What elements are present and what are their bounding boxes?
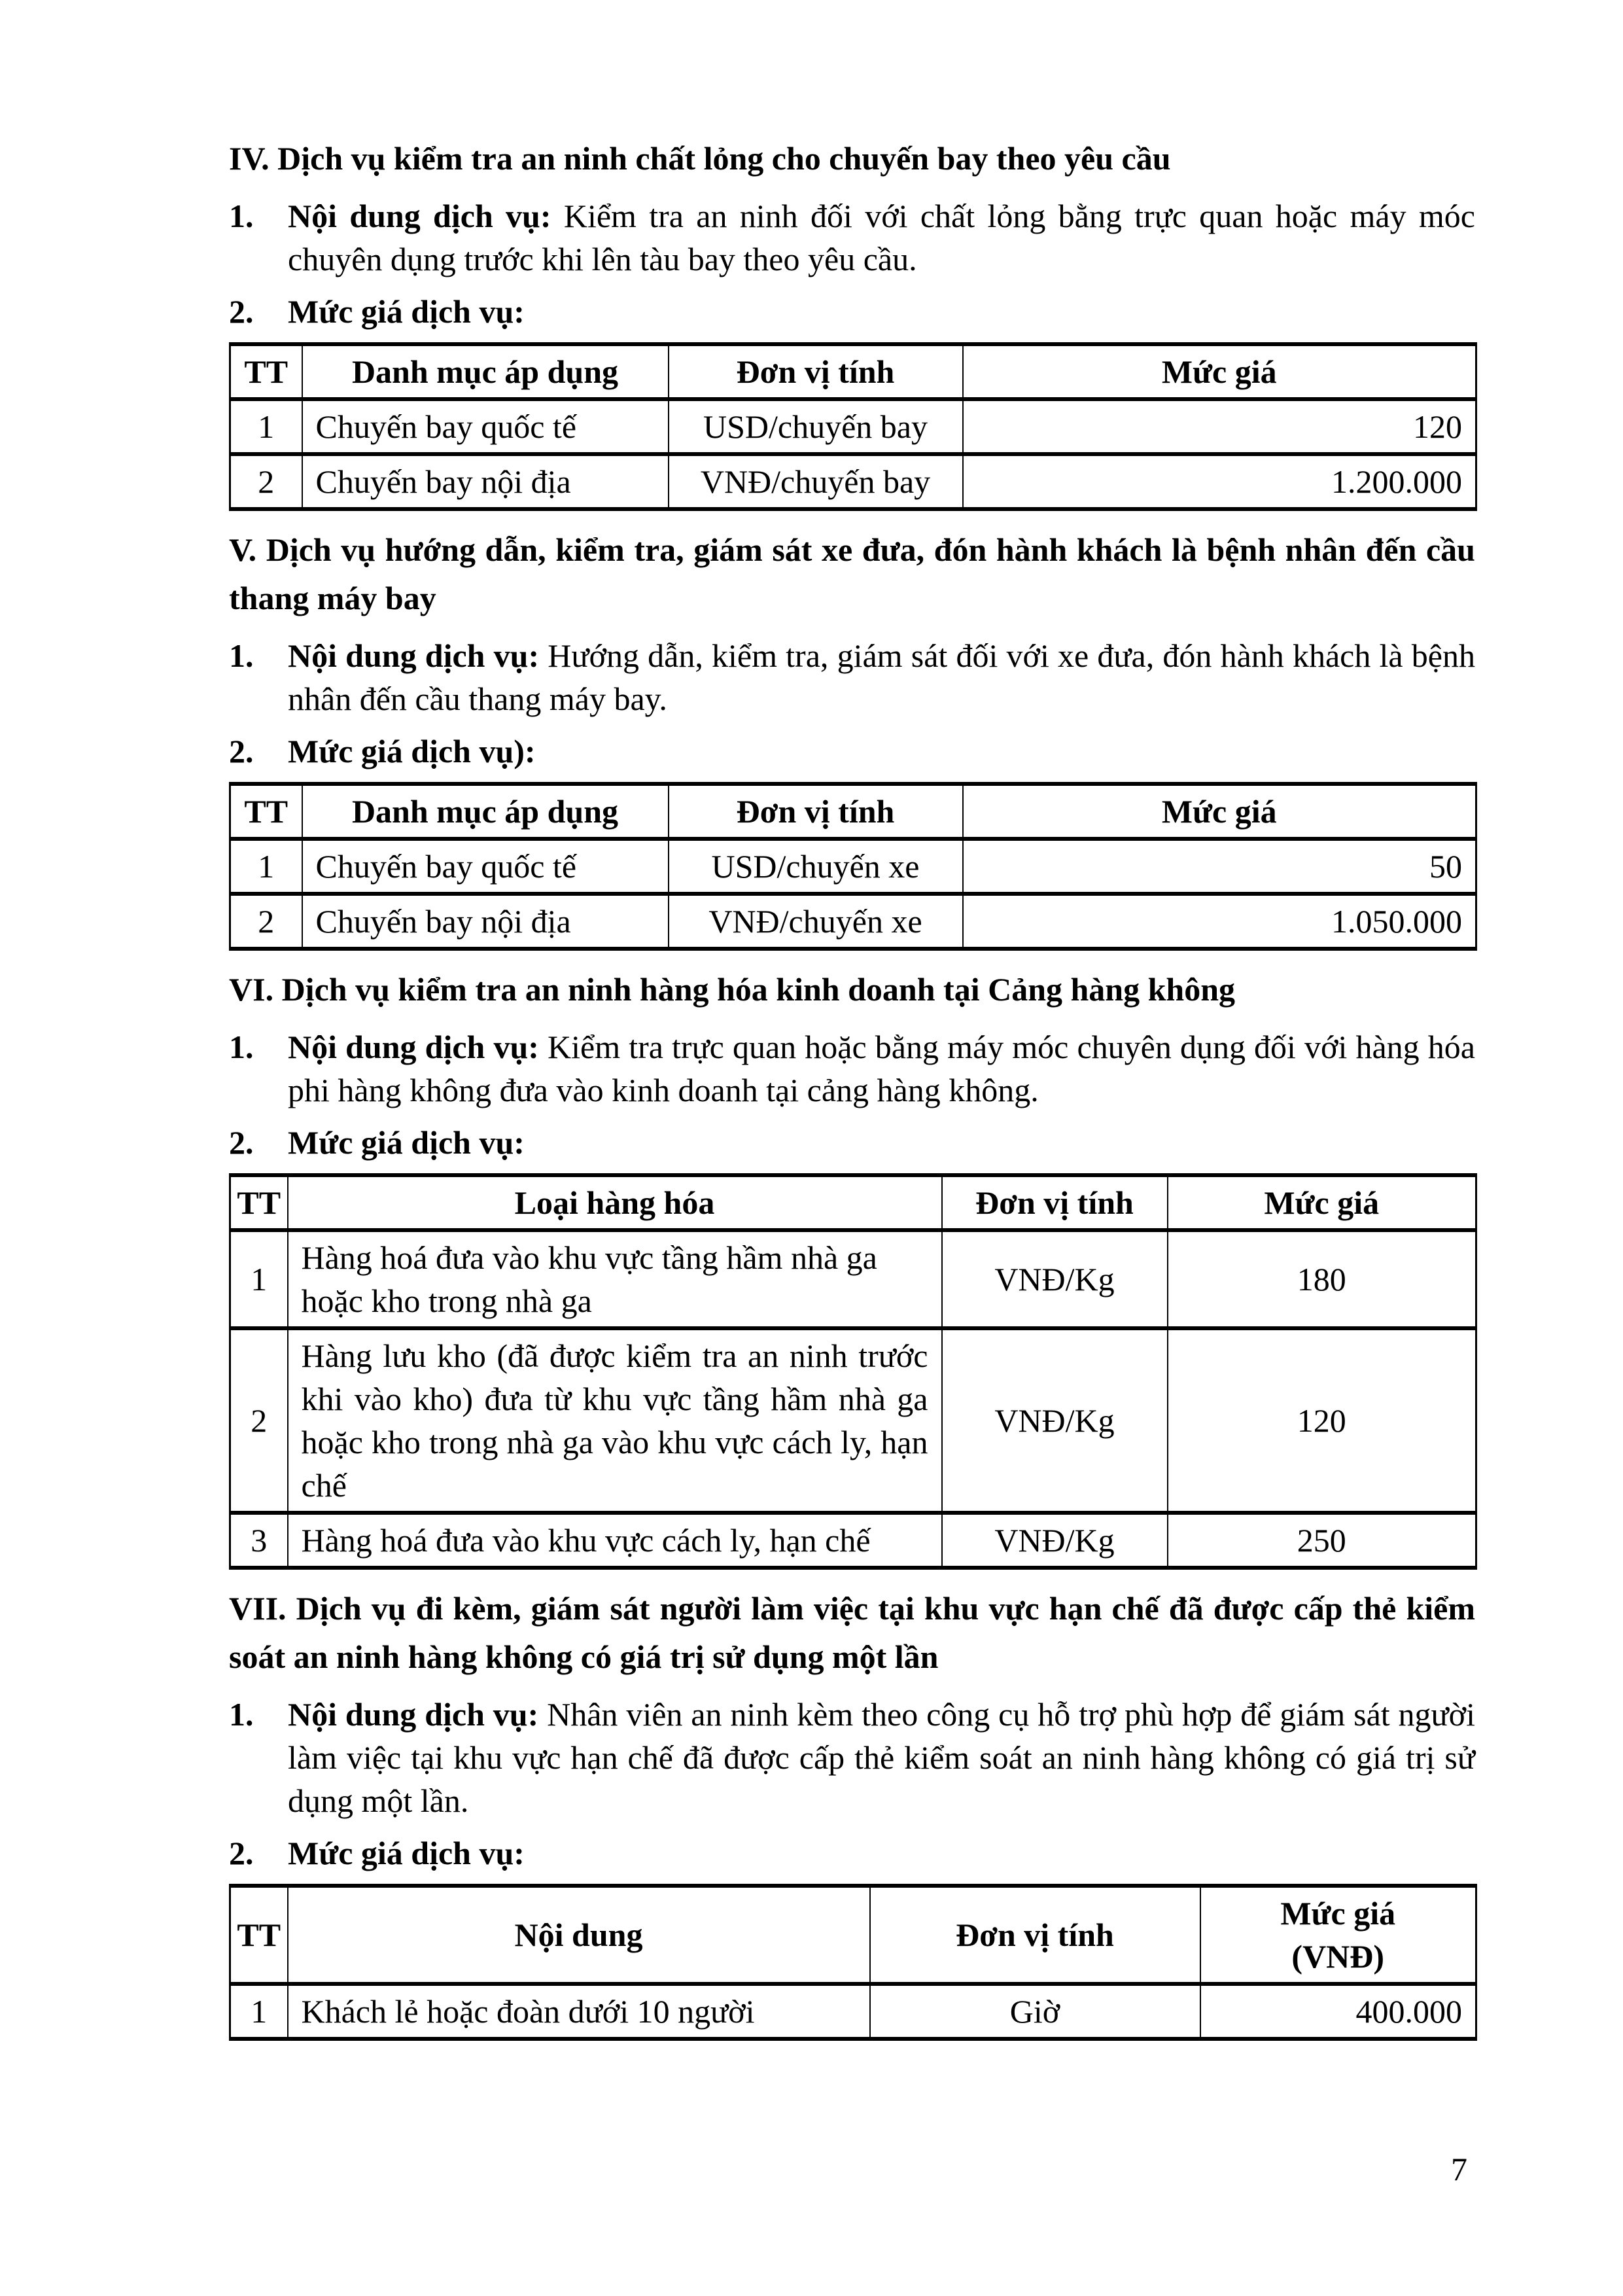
header-category: Danh mục áp dụng (302, 344, 669, 399)
header-price: Mức giá (963, 784, 1476, 839)
cell-category: Chuyến bay nội địa (302, 894, 669, 949)
section-vi-heading: VI. Dịch vụ kiểm tra an ninh hàng hóa kinh doanh tại Cảng hàng không (229, 971, 1236, 1008)
table-row (230, 1984, 1476, 2039)
cell-tt: 3 (230, 1513, 288, 1568)
item-number: 2. (229, 1124, 254, 1161)
header-tt: TT (230, 344, 302, 399)
cell-tt: 1 (230, 839, 302, 894)
item-number: 2. (229, 1835, 254, 1871)
cell-unit: VNĐ/chuyến bay (669, 454, 963, 509)
cell-tt: 2 (230, 894, 302, 949)
cell-goods-type: Hàng hoá đưa vào khu vực tầng hầm nhà ga hoặc kho trong nhà ga (288, 1230, 942, 1328)
cell-price: 1.200.000 (963, 454, 1476, 509)
cell-tt: 1 (230, 1984, 288, 2039)
content-label: Nội dung dịch vụ: (288, 198, 551, 234)
section-iv-price-table (229, 342, 1477, 511)
header-unit: Đơn vị tính (870, 1886, 1200, 1984)
cell-price: 180 (1168, 1230, 1476, 1328)
table-header-row (230, 344, 1476, 399)
cell-unit: VNĐ/Kg (942, 1328, 1168, 1513)
table-row (230, 839, 1476, 894)
content-label: Nội dung dịch vụ: (288, 1696, 539, 1733)
cell-category: Chuyến bay quốc tế (302, 839, 669, 894)
header-unit: Đơn vị tính (669, 344, 963, 399)
cell-unit: VNĐ/Kg (942, 1513, 1168, 1568)
content-text: Kiểm tra an ninh đối với chất lỏng bằng trực quan hoặc máy móc chuyên dụng trước khi lên tàu bay theo yêu cầu. (288, 198, 1475, 277)
header-tt: TT (230, 1175, 288, 1230)
cell-unit: Giờ (870, 1984, 1200, 2039)
cell-price: 50 (963, 839, 1476, 894)
header-goods-type: Loại hàng hóa (288, 1175, 942, 1230)
table-row (230, 399, 1476, 454)
table-row (230, 894, 1476, 949)
header-category: Danh mục áp dụng (302, 784, 669, 839)
section-vii-heading: VII. Dịch vụ đi kèm, giám sát người làm việc tại khu vực hạn chế đã được cấp thẻ kiểm soát an ninh hàng không có giá trị sử dụng một lần (229, 1590, 1475, 1675)
price-label: Mức giá dịch vụ): (288, 733, 536, 769)
table-header-row (230, 1886, 1476, 1984)
item-number: 2. (229, 293, 254, 330)
section-iv-heading: IV. Dịch vụ kiểm tra an ninh chất lỏng cho chuyến bay theo yêu cầu (229, 140, 1171, 177)
section-iv-price-heading (229, 290, 1475, 333)
header-tt: TT (230, 1886, 288, 1984)
cell-tt: 2 (230, 1328, 288, 1513)
header-unit: Đơn vị tính (669, 784, 963, 839)
cell-unit: VNĐ/Kg (942, 1230, 1168, 1328)
header-price: Mức giá (VNĐ) (1200, 1886, 1476, 1984)
cell-unit: USD/chuyến bay (669, 399, 963, 454)
content-label: Nội dung dịch vụ: (288, 1029, 539, 1065)
cell-tt: 2 (230, 454, 302, 509)
section-v-price-table (229, 782, 1477, 951)
content-text: Hướng dẫn, kiểm tra, giám sát đối với xe đưa, đón hành khách là bệnh nhân đến cầu thang máy bay. (288, 637, 1475, 717)
section-vi-price-table (229, 1173, 1477, 1570)
table-row (230, 1230, 1476, 1328)
content-label: Nội dung dịch vụ: (288, 637, 540, 674)
header-unit: Đơn vị tính (942, 1175, 1168, 1230)
section-vii-content (229, 1693, 1475, 1822)
cell-price: 400.000 (1200, 1984, 1476, 2039)
cell-price: 120 (963, 399, 1476, 454)
cell-goods-type: Hàng lưu kho (đã được kiểm tra an ninh trước khi vào kho) đưa từ khu vực tầng hầm nhà ga hoặc kho trong nhà ga vào khu vực cách ly, hạn chế (288, 1328, 942, 1513)
price-label: Mức giá dịch vụ: (288, 293, 525, 330)
table-row (230, 454, 1476, 509)
header-tt: TT (230, 784, 302, 839)
header-price: Mức giá (963, 344, 1476, 399)
page-number: 7 (1451, 2151, 1467, 2187)
document-page (229, 0, 1475, 2041)
cell-price: 1.050.000 (963, 894, 1476, 949)
cell-category: Chuyến bay nội địa (302, 454, 669, 509)
item-number: 1. (229, 1029, 254, 1065)
cell-tt: 1 (230, 1230, 288, 1328)
section-vi-price-heading (229, 1121, 1475, 1164)
cell-content: Khách lẻ hoặc đoàn dưới 10 người (288, 1984, 870, 2039)
section-vi-content (229, 1025, 1475, 1112)
table-row (230, 1328, 1476, 1513)
cell-goods-type: Hàng hoá đưa vào khu vực cách ly, hạn chế (288, 1513, 942, 1568)
item-number: 1. (229, 198, 254, 234)
header-price: Mức giá (1168, 1175, 1476, 1230)
section-iv-content (229, 194, 1475, 281)
cell-tt: 1 (230, 399, 302, 454)
item-number: 1. (229, 637, 254, 674)
table-header-row (230, 1175, 1476, 1230)
cell-unit: USD/chuyến xe (669, 839, 963, 894)
cell-price: 250 (1168, 1513, 1476, 1568)
content-text: Kiểm tra trực quan hoặc bằng máy móc chuyên dụng đối với hàng hóa phi hàng không đưa vào kinh doanh tại cảng hàng không. (288, 1029, 1475, 1108)
section-v-price-heading (229, 730, 1475, 773)
section-v-heading: V. Dịch vụ hướng dẫn, kiểm tra, giám sát xe đưa, đón hành khách là bệnh nhân đến cầu thang máy bay (229, 531, 1475, 616)
section-v-content (229, 634, 1475, 720)
table-header-row (230, 784, 1476, 839)
section-vii-price-heading (229, 1831, 1475, 1875)
cell-category: Chuyến bay quốc tế (302, 399, 669, 454)
cell-price: 120 (1168, 1328, 1476, 1513)
content-text: Nhân viên an ninh kèm theo công cụ hỗ trợ phù hợp để giám sát người làm việc tại khu vực hạn chế đã được cấp thẻ kiểm soát an ninh hàng không có giá trị sử dụng một lần. (288, 1696, 1475, 1819)
cell-unit: VNĐ/chuyến xe (669, 894, 963, 949)
price-label: Mức giá dịch vụ: (288, 1835, 525, 1871)
table-row (230, 1513, 1476, 1568)
price-label: Mức giá dịch vụ: (288, 1124, 525, 1161)
item-number: 1. (229, 1696, 254, 1733)
header-content: Nội dung (288, 1886, 870, 1984)
item-number: 2. (229, 733, 254, 769)
section-vii-price-table (229, 1884, 1477, 2041)
